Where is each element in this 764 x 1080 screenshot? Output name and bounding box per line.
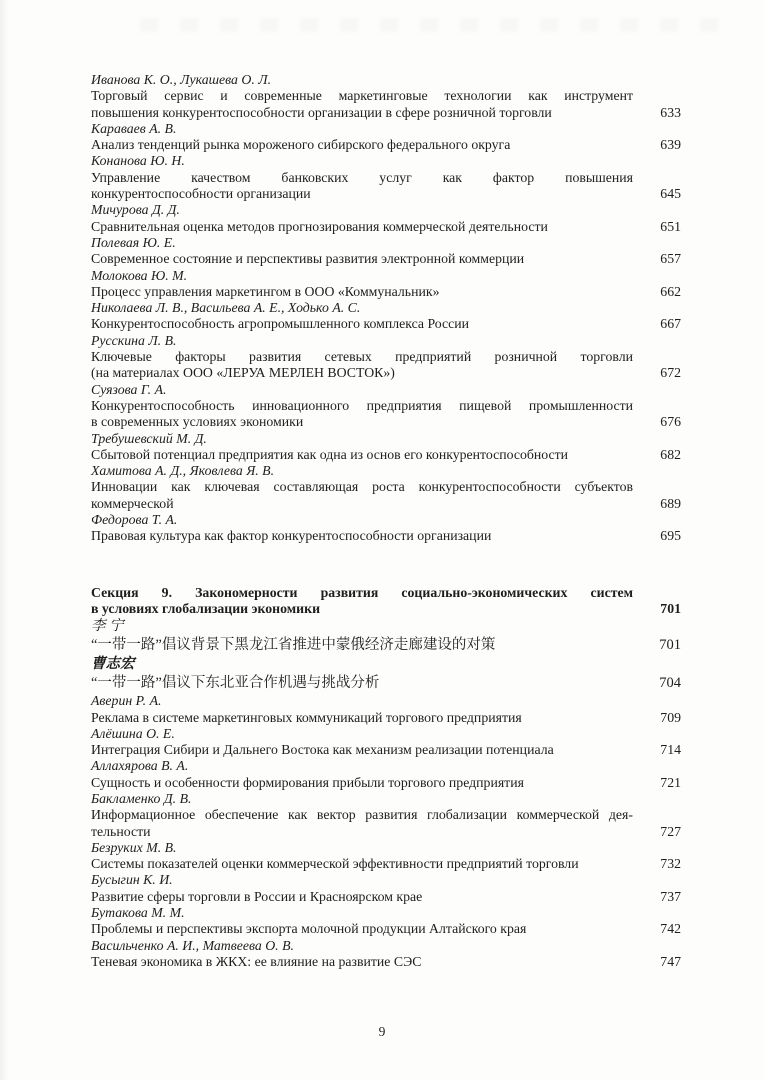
toc-entry-authors: Конанова Ю. Н. [91, 153, 185, 169]
toc-entry-authors: Требушевский М. Д. [91, 430, 207, 446]
toc-page-number: 732 [660, 856, 681, 872]
toc-entry [91, 349, 681, 382]
toc-page-number: 747 [660, 953, 681, 969]
toc-page-number: 737 [660, 888, 681, 904]
toc-section-header [91, 585, 681, 618]
toc-page-number: 742 [660, 921, 681, 937]
toc-page-number: 701 [659, 637, 681, 654]
toc-entry-authors: Аверин Р. А. [91, 693, 162, 709]
toc-page-number: 727 [660, 823, 681, 839]
toc-entry-authors: 李 宁 [91, 618, 124, 635]
toc-entry-title [91, 316, 633, 332]
toc-entry [91, 479, 681, 512]
toc-entry [91, 954, 681, 970]
toc-entry-authors: Хамитова А. Д., Яковлева Я. В. [91, 463, 275, 479]
toc-title-line: Секция 9. Закономерности развития социально-экономических систем [91, 584, 633, 600]
toc-title-line: Управление качеством банковских услуг как фактор повышения [91, 169, 633, 185]
toc-entry-title [91, 251, 633, 267]
toc-title-line: в условиях глобализации экономики [91, 600, 321, 616]
toc-title-line: Сравнительная оценка методов прогнозирования коммерческой деятельности [91, 218, 548, 234]
toc-entry [91, 856, 681, 872]
toc-title-line: Анализ тенденций рынка мороженого сибирского федерального округа [91, 137, 511, 153]
toc-entry [91, 88, 681, 121]
toc-entry [91, 674, 681, 693]
toc-entry-title [91, 88, 633, 121]
toc-page-number: 645 [660, 186, 681, 202]
toc-entry [91, 889, 681, 905]
toc-title-line: Ключевые факторы развития сетевых предприятий розничной торговли [91, 349, 633, 365]
toc-entry [91, 742, 681, 758]
toc-entry-authors: Мичурова Д. Д. [91, 202, 180, 218]
toc-entry-title [91, 349, 633, 382]
toc-page-number: 633 [660, 104, 681, 120]
toc-page-number: 695 [660, 528, 681, 544]
toc-entry-title [91, 889, 633, 905]
toc-title-line: Теневая экономика в ЖКХ: ее влияние на развитие СЭС [91, 953, 422, 969]
toc-title-line: Инновации как ключевая составляющая роста конкурентоспособности субъектов [91, 479, 633, 495]
toc-entry-authors: Васильченко А. И., Матвеева О. В. [91, 937, 294, 953]
toc-entry-title [91, 807, 633, 840]
folio-page-number: 9 [378, 1024, 386, 1039]
toc-entry-authors: Полевая Ю. Е. [91, 234, 176, 250]
toc-entry [91, 710, 681, 726]
toc-entry [91, 137, 681, 153]
toc-entry-authors: Суязова Г. А. [91, 381, 167, 397]
toc-entry-title [91, 710, 633, 726]
toc-entry-title [91, 398, 633, 431]
toc-title-line: в современных условиях экономики [91, 414, 304, 430]
toc-entry [91, 636, 681, 655]
toc-page-number: 689 [660, 495, 681, 511]
toc-title-line: Развитие сферы торговли в России и Красноярском крае [91, 888, 423, 904]
toc-entry [91, 251, 681, 267]
toc-entry-title [91, 284, 633, 300]
toc-page-number: 639 [660, 137, 681, 153]
toc-title-line: Торговый сервис и современные маркетинговые технологии как инструмент [91, 88, 633, 104]
toc-title-line: (на материалах ООО «ЛЕРУА МЕРЛЕН ВОСТОК») [91, 365, 395, 381]
toc-page-number: 676 [660, 414, 681, 430]
toc-entry-authors: Безруких М. В. [91, 839, 177, 855]
toc-page-number: 657 [660, 251, 681, 267]
toc-title-line: Конкурентоспособность агропромышленного комплекса России [91, 316, 470, 332]
toc-entry [91, 807, 681, 840]
toc-entry-authors: Молокова Ю. М. [91, 267, 188, 283]
toc-entry-title [91, 528, 633, 544]
toc-page-number: 721 [660, 774, 681, 790]
toc-title-line: конкурентоспособности организации [91, 186, 311, 202]
toc-title-line: тельности [91, 823, 151, 839]
toc-entry [91, 398, 681, 431]
toc-entry-title [91, 954, 633, 970]
toc-entry-title [91, 219, 633, 235]
scan-smudge-artifact [140, 18, 740, 32]
toc-title-line: “一带一路”倡议下东北亚合作机遇与挑战分析 [91, 675, 380, 692]
toc-title-line: Сбытовой потенциал предприятия как одна из основ его конкурентоспособности [91, 446, 569, 462]
toc-page-number: 704 [659, 675, 681, 692]
toc-page-number: 709 [660, 709, 681, 725]
scan-edge-artifact [0, 0, 8, 1080]
toc-entry [91, 921, 681, 937]
toc-entry-authors: Иванова К. О., Лукашева О. Л. [91, 72, 272, 87]
toc-entry-authors: Федорова Т. А. [91, 512, 178, 528]
toc-entry-title [91, 674, 633, 693]
toc-entry-authors: Бакламенко Д. В. [91, 790, 192, 806]
toc-entry [91, 528, 681, 544]
toc-entry [91, 316, 681, 332]
toc-entry-authors: Аллахярова В. А. [91, 758, 189, 774]
toc-title-line: Информационное обеспечение как вектор развития глобализации коммерческой дея- [91, 807, 633, 823]
toc-page-number: 701 [660, 600, 681, 616]
toc-entry-title [91, 447, 633, 463]
toc-title-line: коммерческой [91, 495, 174, 511]
toc-page-number: 667 [660, 316, 681, 332]
toc-entry-authors: Бутакова М. М. [91, 905, 185, 921]
toc-entry-title [91, 137, 633, 153]
toc-entry-authors: 曹志宏 [91, 656, 135, 673]
toc-entry-authors: Алёшина О. Е. [91, 725, 175, 741]
toc-page-number: 672 [660, 365, 681, 381]
toc-entry-authors: Русскина Л. В. [91, 332, 177, 348]
toc-title-line: Интеграция Сибири и Дальнего Востока как механизм реализации потенциала [91, 742, 554, 758]
toc-page-number: 714 [660, 742, 681, 758]
toc-title-line: Процесс управления маркетингом в ООО «Коммунальник» [91, 283, 440, 299]
toc-entry [91, 447, 681, 463]
toc-entry-title [91, 170, 633, 203]
toc-entry-title [91, 479, 633, 512]
table-of-contents [91, 72, 681, 970]
toc-entry [91, 170, 681, 203]
toc-page-number: 662 [660, 283, 681, 299]
toc-entry-authors: Николаева Л. В., Васильева А. Е., Ходько А. С. [91, 300, 361, 316]
toc-entry-title [91, 921, 633, 937]
toc-entry [91, 219, 681, 235]
toc-entry [91, 284, 681, 300]
toc-title-line: “一带一路”倡议背景下黑龙江省推进中蒙俄经济走廊建设的对策 [91, 637, 496, 654]
toc-title-line: Правовая культура как фактор конкурентоспособности организации [91, 528, 492, 544]
toc-entry [91, 775, 681, 791]
toc-title-line: Современное состояние и перспективы развития электронной коммерции [91, 251, 525, 267]
toc-page-number: 682 [660, 446, 681, 462]
toc-title-line: повышения конкурентоспособности организации в сфере розничной торговли [91, 104, 552, 120]
toc-title-line: Конкурентоспособность инновационного предприятия пищевой промышленности [91, 397, 633, 413]
toc-title-line: Сущность и особенности формирования прибыли торгового предприятия [91, 774, 524, 790]
toc-title-line: Реклама в системе маркетинговых коммуникаций торгового предприятия [91, 709, 522, 725]
toc-title-line: Системы показателей оценки коммерческой эффективности предприятий торговли [91, 856, 579, 872]
toc-entry-title [91, 775, 633, 791]
toc-entry-title [91, 585, 633, 618]
toc-entry-title [91, 742, 633, 758]
toc-entry-authors: Караваев А. В. [91, 120, 177, 136]
toc-entry-authors: Бусыгин К. И. [91, 872, 173, 888]
toc-page-number: 651 [660, 218, 681, 234]
toc-title-line: Проблемы и перспективы экспорта молочной продукции Алтайского края [91, 921, 527, 937]
toc-entry-title [91, 856, 633, 872]
toc-entry-title [91, 636, 633, 655]
